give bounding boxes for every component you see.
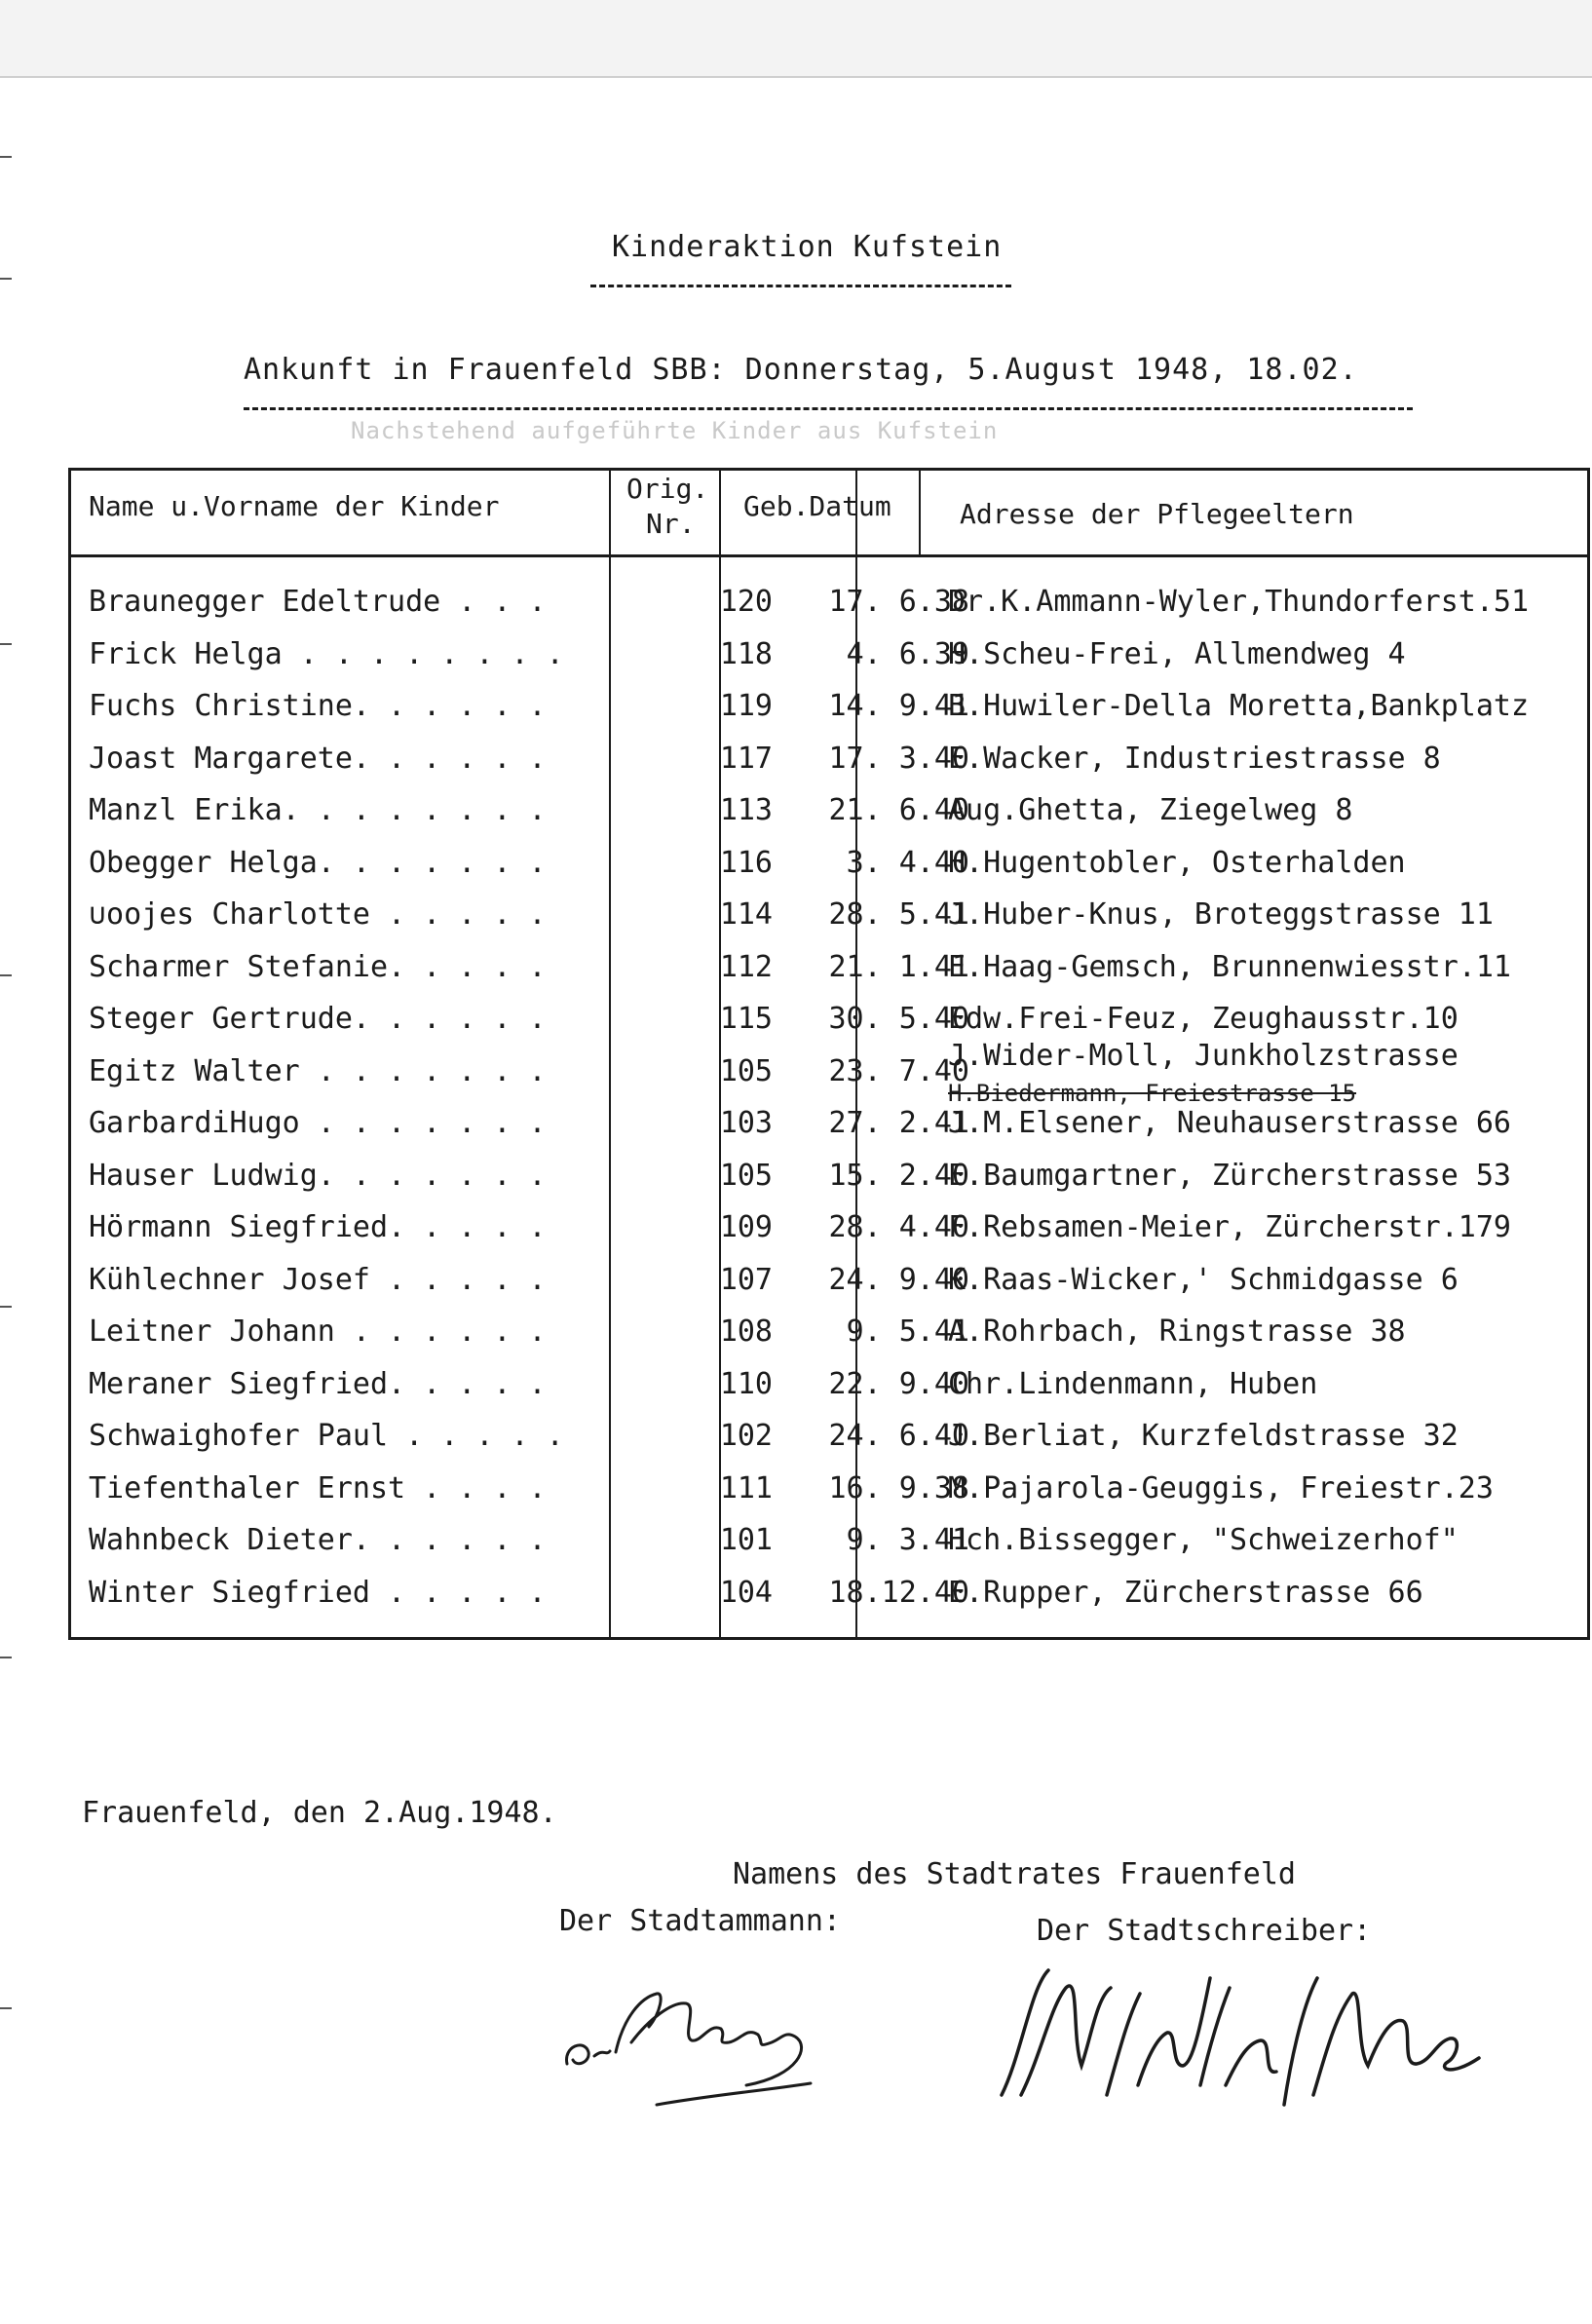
table-row [71, 1254, 1587, 1307]
child-name: Fuchs Christine. . . . . . [89, 689, 547, 723]
orig-number: 109 [719, 1210, 773, 1244]
margin-mark [0, 1306, 12, 1308]
birth-date: 3. 4.40 [846, 845, 969, 880]
margin-mark [0, 156, 12, 158]
header-orig: Orig. [626, 473, 709, 505]
table-row [71, 1097, 1587, 1150]
birth-date: 14. 9.41 [828, 689, 969, 723]
foster-address: E.Wacker, Industriestrasse 8 [948, 741, 1441, 776]
place-date: Frauenfeld, den 2.Aug.1948. [82, 1796, 557, 1830]
foster-address: B.Huwiler-Della Moretta,Bankplatz [948, 689, 1530, 723]
child-name: Schwaighofer Paul . . . . . [89, 1419, 564, 1453]
header-address: Adresse der Pflegeeltern [960, 498, 1354, 530]
margin-mark [0, 2007, 12, 2009]
bleed-through-text: Nachstehend aufgeführte Kinder aus Kufstein [351, 417, 999, 444]
foster-address: E.Rupper, Zürcherstrasse 66 [948, 1575, 1423, 1610]
table-row [71, 733, 1587, 785]
foster-address: Edw.Frei-Feuz, Zeughausstr.10 [948, 1002, 1459, 1036]
title-underline [590, 285, 1011, 287]
table-row [71, 1306, 1587, 1358]
birth-date: 17. 3.40 [828, 741, 969, 776]
child-name: Manzl Erika. . . . . . . . [89, 793, 547, 827]
orig-number: 112 [719, 949, 773, 984]
table-row [71, 1514, 1587, 1567]
child-name: Hauser Ludwig. . . . . . . [89, 1158, 547, 1193]
header-date: Geb.Datum [743, 490, 891, 522]
column-divider [919, 471, 921, 554]
orig-number: 102 [719, 1419, 773, 1453]
table-row [71, 1358, 1587, 1411]
birth-date: 30. 5.40 [828, 1002, 969, 1036]
birth-date: 9. 3.41 [846, 1523, 969, 1557]
orig-number: 119 [719, 689, 773, 723]
birth-date: 27. 2.41 [828, 1106, 969, 1140]
child-name: Hörmann Siegfried. . . . . [89, 1210, 547, 1244]
orig-number: 120 [719, 585, 773, 619]
orig-number: 103 [719, 1106, 773, 1140]
child-name: Kühlechner Josef . . . . . [89, 1262, 547, 1297]
orig-number: 105 [719, 1053, 773, 1088]
foster-address: H.Hugentobler, Osterhalden [948, 845, 1406, 880]
clerk-label: Der Stadtschreiber: [1037, 1914, 1372, 1948]
child-name: GarbardiHugo . . . . . . . [89, 1106, 547, 1140]
table-row [71, 889, 1587, 941]
birth-date: 22. 9.40 [828, 1366, 969, 1401]
document-title: Kinderaktion Kufstein [612, 230, 1003, 264]
child-name: Obegger Helga. . . . . . . [89, 845, 547, 880]
child-name: Frick Helga . . . . . . . . [89, 636, 564, 671]
birth-date: 28. 5.41 [828, 897, 969, 932]
birth-date: 24. 9.40 [828, 1262, 969, 1297]
child-name: Scharmer Stefanie. . . . . [89, 949, 547, 984]
table-row [71, 629, 1587, 681]
table-row [71, 1038, 1587, 1107]
orig-number: 117 [719, 741, 773, 776]
child-name: Leitner Johann . . . . . . [89, 1314, 547, 1349]
orig-number: 107 [719, 1262, 773, 1297]
foster-address: Aug.Ghetta, Ziegelweg 8 [948, 793, 1353, 827]
foster-address: Hch.Bissegger, "Schweizerhof" [948, 1523, 1459, 1557]
table-row [71, 576, 1587, 629]
foster-address: F.Rebsamen-Meier, Zürcherstr.179 [948, 1210, 1511, 1244]
child-name: Egitz Walter . . . . . . . [89, 1053, 547, 1088]
struck-address: H.Biedermann, Freiestrasse 15 [948, 1079, 1357, 1107]
foster-address: Dr.K.Ammann-Wyler,Thundorferst.51 [948, 585, 1530, 619]
foster-address: J.M.Elsener, Neuhauserstrasse 66 [948, 1106, 1511, 1140]
margin-mark [0, 278, 12, 280]
foster-address: J.Huber-Knus, Broteggstrasse 11 [948, 897, 1494, 932]
orig-number: 110 [719, 1366, 773, 1401]
margin-mark [0, 643, 12, 645]
foster-address: E.Baumgartner, Zürcherstrasse 53 [948, 1158, 1511, 1193]
birth-date: 9. 5.41 [846, 1314, 969, 1349]
table-row [71, 680, 1587, 733]
orig-number: 116 [719, 845, 773, 880]
clerk-signature [992, 1949, 1498, 2124]
birth-date: 28. 4.40 [828, 1210, 969, 1244]
foster-address: J.Berliat, Kurzfeldstrasse 32 [948, 1419, 1459, 1453]
orig-number: 104 [719, 1575, 773, 1610]
children-table [68, 468, 1590, 1640]
table-row [71, 1567, 1587, 1619]
table-row [71, 1410, 1587, 1463]
child-name: Tiefenthaler Ernst . . . . [89, 1470, 547, 1505]
table-row [71, 784, 1587, 837]
header-name: Name u.Vorname der Kinder [89, 490, 500, 522]
foster-address: J.Wider-Moll, Junkholzstrasse [948, 1038, 1459, 1073]
mayor-signature [555, 1959, 848, 2124]
birth-date: 17. 6.38 [828, 585, 969, 619]
orig-number: 101 [719, 1523, 773, 1557]
table-row [71, 941, 1587, 994]
birth-date: 21. 6.40 [828, 793, 969, 827]
birth-date: 21. 1.41 [828, 949, 969, 984]
margin-mark [0, 1657, 12, 1658]
child-name: Winter Siegfried . . . . . [89, 1575, 547, 1610]
child-name: Joast Margarete. . . . . . [89, 741, 547, 776]
mayor-label: Der Stadtammann: [559, 1904, 841, 1938]
birth-date: 23. 7.40 [828, 1053, 969, 1088]
table-row [71, 1201, 1587, 1254]
birth-date: 18.12.40 [828, 1575, 969, 1610]
header-rule [71, 554, 1587, 557]
birth-date: 24. 6.40 [828, 1419, 969, 1453]
foster-address: E.Haag-Gemsch, Brunnenwiesstr.11 [948, 949, 1511, 984]
foster-address: K.Raas-Wicker,' Schmidgasse 6 [948, 1262, 1459, 1297]
arrival-line: Ankunft in Frauenfeld SBB: Donnerstag, 5.August 1948, 18.02. [244, 353, 1358, 387]
orig-number: 114 [719, 897, 773, 932]
council-line: Namens des Stadtrates Frauenfeld [733, 1857, 1296, 1891]
child-name: ∪oojes Charlotte . . . . . [89, 897, 547, 932]
foster-address: A.Rohrbach, Ringstrasse 38 [948, 1314, 1406, 1349]
child-name: Steger Gertrude. . . . . . [89, 1002, 547, 1036]
table-row [71, 837, 1587, 890]
child-name: Wahnbeck Dieter. . . . . . [89, 1523, 547, 1557]
child-name: Meraner Siegfried. . . . . [89, 1366, 547, 1401]
foster-address: H.Scheu-Frei, Allmendweg 4 [948, 636, 1406, 671]
foster-address: Chr.Lindenmann, Huben [948, 1366, 1318, 1401]
margin-mark [0, 974, 12, 976]
orig-number: 105 [719, 1158, 773, 1193]
table-row [71, 993, 1587, 1046]
scan-top-edge [0, 0, 1592, 78]
birth-date: 15. 2.40 [828, 1158, 969, 1193]
orig-number: 115 [719, 1002, 773, 1036]
orig-number: 111 [719, 1470, 773, 1505]
arrival-underline [244, 407, 1413, 410]
orig-number: 108 [719, 1314, 773, 1349]
child-name: Braunegger Edeltrude . . . [89, 585, 547, 619]
table-row [71, 1463, 1587, 1515]
orig-number: 118 [719, 636, 773, 671]
orig-number: 113 [719, 793, 773, 827]
foster-address: M.Pajarola-Geuggis, Freiestr.23 [948, 1470, 1494, 1505]
header-orig-nr: Nr. [646, 508, 696, 540]
birth-date: 16. 9.38 [828, 1470, 969, 1505]
table-row [71, 1150, 1587, 1202]
birth-date: 4. 6.39 [846, 636, 969, 671]
